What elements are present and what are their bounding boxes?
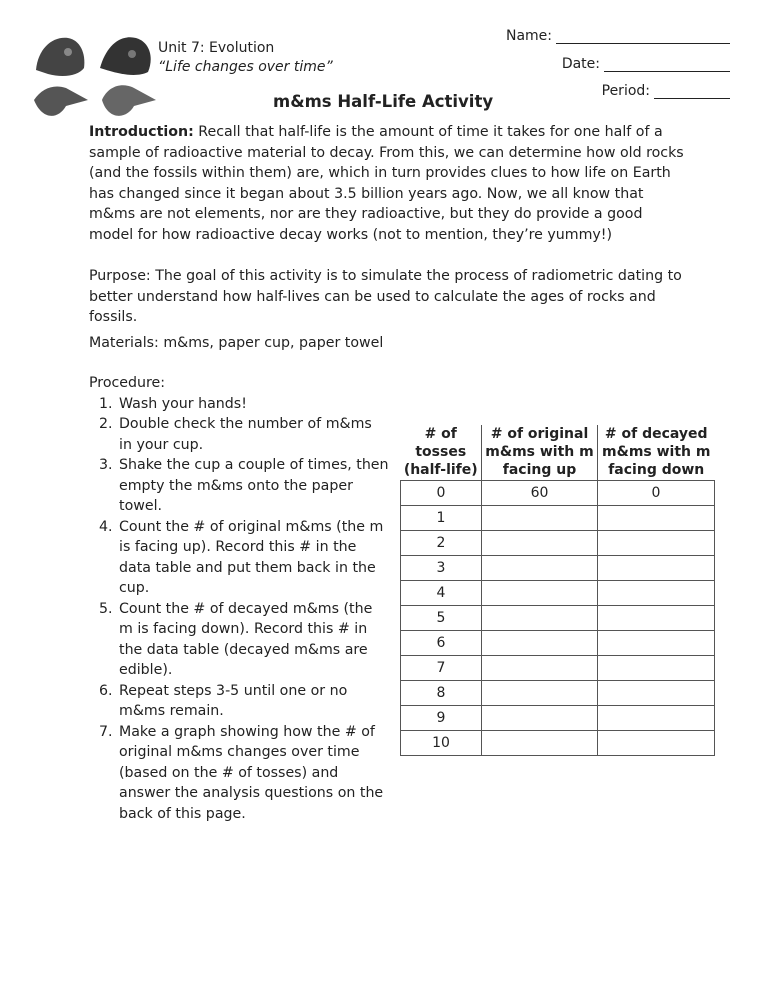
table-row — [401, 656, 715, 681]
procedure-steps — [89, 394, 389, 825]
procedure-label: Procedure: — [89, 375, 166, 391]
intro-text: Recall that half-life is the amount of time it takes for one half of a sample of radioactive material to decay. From this, we can determine how old rocks (and the fossils within them) are, which in turn provides clues to how life on Earth has changed since it began about 3.5 billion years ago. Now, we all know that m&ms are not elements, nor are they radioactive, but they do provide a good model for how radioactive decay works (not to mention, they’re yummy!) — [89, 124, 684, 243]
unit-title: Unit 7: Evolution — [158, 40, 275, 56]
original-cell[interactable] — [482, 681, 598, 706]
decayed-cell[interactable] — [598, 631, 715, 656]
original-cell[interactable] — [482, 706, 598, 731]
unit-subtitle: “Life changes over time” — [158, 59, 333, 75]
decayed-cell[interactable] — [598, 706, 715, 731]
tosses-cell: 6 — [401, 631, 482, 656]
decayed-cell[interactable] — [598, 581, 715, 606]
tosses-cell: 5 — [401, 606, 482, 631]
table-row — [401, 706, 715, 731]
original-cell[interactable] — [482, 606, 598, 631]
original-cell[interactable] — [482, 506, 598, 531]
period-field[interactable] — [602, 83, 730, 99]
tosses-cell: 2 — [401, 531, 482, 556]
name-field[interactable] — [506, 28, 730, 44]
tosses-cell: 8 — [401, 681, 482, 706]
intro-label: Introduction: — [89, 124, 194, 140]
name-line[interactable] — [556, 29, 730, 44]
table-row — [401, 631, 715, 656]
header-tosses: # of tosses (half-life) — [403, 426, 478, 478]
tosses-cell: 4 — [401, 581, 482, 606]
table-row — [401, 581, 715, 606]
decayed-cell[interactable] — [598, 681, 715, 706]
materials-paragraph: Materials: m&ms, paper cup, paper towel — [89, 335, 384, 351]
table-row — [401, 731, 715, 756]
tosses-cell: 7 — [401, 656, 482, 681]
page-title: m&ms Half-Life Activity — [273, 92, 494, 111]
period-line[interactable] — [654, 84, 730, 99]
procedure-step: 3. Shake the cup a couple of times, then empty the m&ms onto the paper towel. — [117, 455, 389, 517]
header-decayed: # of decayed m&ms with m facing down — [598, 425, 715, 481]
tosses-cell: 3 — [401, 556, 482, 581]
decayed-cell[interactable] — [598, 606, 715, 631]
date-line[interactable] — [604, 57, 730, 72]
decayed-cell[interactable] — [598, 531, 715, 556]
original-cell[interactable] — [482, 531, 598, 556]
procedure-step: 4. Count the # of original m&ms (the m is facing up). Record this # in the data table and put them back in the cup. — [117, 517, 389, 599]
procedure-step: 5. Count the # of decayed m&ms (the m is facing down). Record this # in the data table (decayed m&ms are edible). — [117, 599, 389, 681]
table-row — [401, 481, 715, 506]
original-cell[interactable]: 60 — [482, 481, 598, 506]
introduction-paragraph — [89, 122, 689, 245]
table-row — [401, 606, 715, 631]
date-label: Date: — [561, 56, 600, 72]
date-field[interactable] — [562, 56, 730, 72]
original-cell[interactable] — [482, 731, 598, 756]
tosses-cell: 9 — [401, 706, 482, 731]
data-table — [400, 425, 715, 756]
tosses-cell: 10 — [401, 731, 482, 756]
decayed-cell[interactable] — [598, 731, 715, 756]
table-row — [401, 556, 715, 581]
table-row — [401, 506, 715, 531]
decayed-cell[interactable] — [598, 506, 715, 531]
finch-heads-icon — [28, 28, 160, 128]
original-cell[interactable] — [482, 631, 598, 656]
table-row — [401, 531, 715, 556]
period-label: Period: — [601, 83, 650, 99]
purpose-paragraph: Purpose: The goal of this activity is to simulate the process of radiometric dating to better understand how half-lives can be used to calculate the ages of rocks and fossils. — [89, 268, 682, 325]
procedure-section — [89, 373, 389, 824]
tosses-cell: 1 — [401, 506, 482, 531]
original-cell[interactable] — [482, 581, 598, 606]
procedure-step: 2. Double check the number of m&ms in your cup. — [117, 414, 389, 455]
table-row — [401, 681, 715, 706]
decayed-cell[interactable] — [598, 556, 715, 581]
original-cell[interactable] — [482, 656, 598, 681]
header-original: # of original m&ms with m facing up — [482, 425, 598, 481]
name-label: Name: — [505, 28, 552, 44]
original-cell[interactable] — [482, 556, 598, 581]
procedure-step: 7. Make a graph showing how the # of original m&ms changes over time (based on the # of tosses) and answer the analysis questions on the back of this page. — [117, 722, 389, 825]
procedure-step: 1. Wash your hands! — [117, 394, 389, 415]
decayed-cell[interactable] — [598, 656, 715, 681]
decayed-cell[interactable]: 0 — [598, 481, 715, 506]
tosses-cell: 0 — [401, 481, 482, 506]
procedure-step: 6. Repeat steps 3-5 until one or no m&ms remain. — [117, 681, 389, 722]
unit-heading — [158, 39, 333, 77]
